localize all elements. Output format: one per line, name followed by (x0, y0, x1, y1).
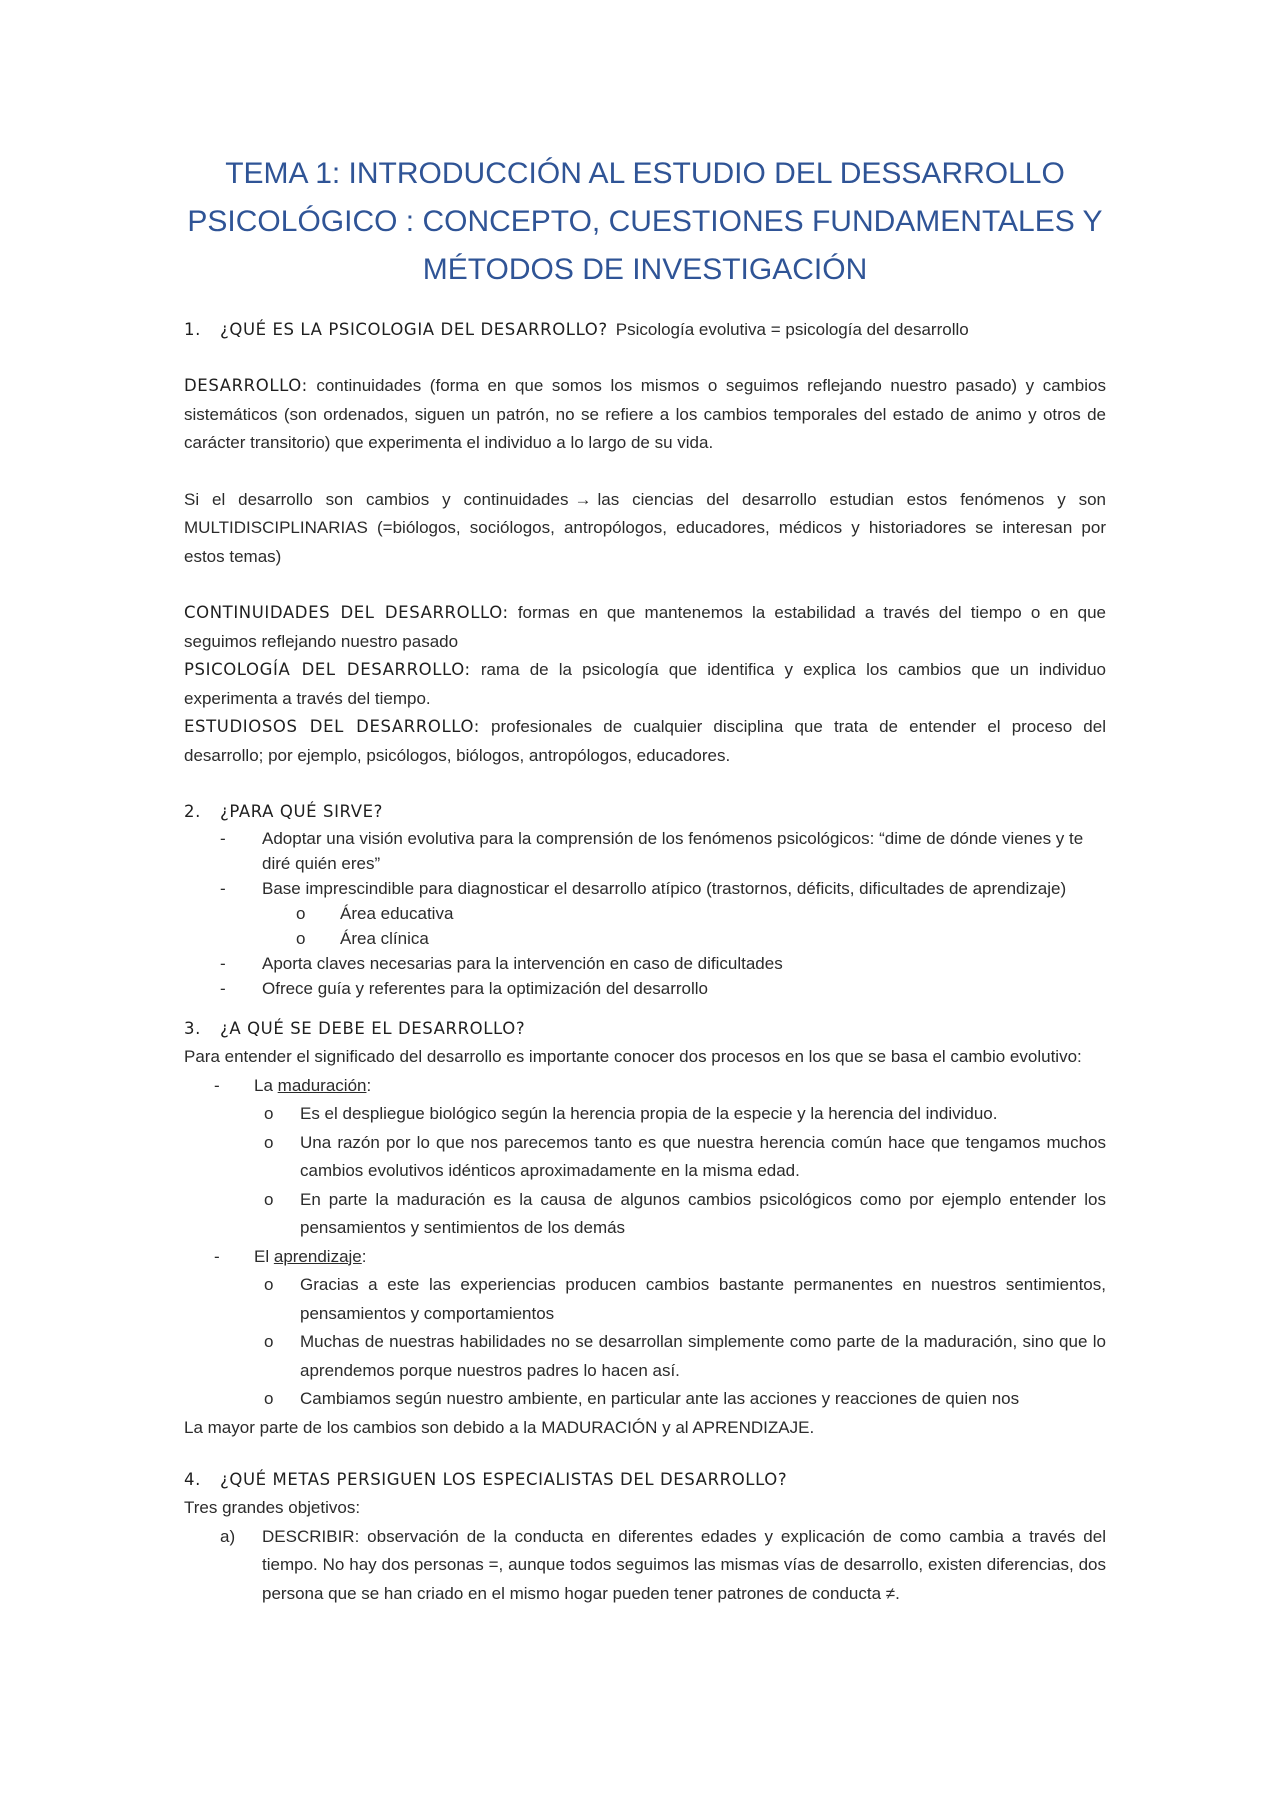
sub-list-item (184, 901, 1106, 926)
sub-list-item (184, 1129, 1106, 1186)
desarrollo-definition (184, 372, 1106, 458)
sub-item-text: Área educativa (340, 904, 454, 923)
list-item-text: DESCRIBIR: observación de la conducta en diferentes edades y explicación de como cambia a través del tiempo. No hay dos personas =, aunque todos seguimos las mismas vías de desarrollo, existen diferencias, dos persona que se han criado en el mismo hogar pueden tener patrones de conducta ≠. (262, 1526, 1106, 1603)
circle-marker: o (264, 1389, 274, 1408)
circle-marker: o (264, 1189, 274, 1209)
sub-list-item (184, 926, 1106, 951)
section-3-conclusion: La mayor parte de los cambios son debido a la MADURACIÓN y al APRENDIZAJE. (184, 1417, 815, 1437)
section-4-intro: Tres grandes objetivos: (184, 1498, 361, 1517)
sub-list-item (184, 1186, 1106, 1243)
list-item (184, 951, 1106, 976)
circle-marker: o (264, 1275, 274, 1294)
dash-marker: - (214, 1075, 220, 1095)
section-2-heading (184, 798, 1106, 826)
page-title (184, 150, 1106, 294)
list-item-text: Ofrece guía y referentes para la optimización del desarrollo (262, 979, 709, 998)
definition-text: profesionales de cualquier disciplina que trata de entender el proceso del desarrollo; por ejemplo, psicólogos, biólogos, antropólogos, educadores. (184, 717, 1106, 765)
sub-list-item (184, 1328, 1106, 1385)
multi-text-b: las ciencias del desarrollo estudian estos fenómenos y son MULTIDISCIPLINARIAS (=biólogos, sociólogos, antropólogos, educadores, médicos y historiadores se interesan por estos temas) (184, 489, 1106, 566)
dash-marker: - (220, 879, 226, 898)
sub-item-text: En parte la maduración es la causa de algunos cambios psicológicos como por ejemplo entender los pensamientos y sentimientos de los demás (300, 1189, 1106, 1237)
dash-marker: - (214, 1246, 220, 1266)
sub-item-text: Una razón por lo que nos parecemos tanto es que nuestra herencia común hace que tengamos muchos cambios evolutivos idénticos aproximadamente en la misma edad. (300, 1132, 1106, 1180)
section-4-number: 4. (184, 1470, 201, 1489)
section-1-title: ¿QUÉ ES LA PSICOLOGIA DEL DESARROLLO? (220, 320, 608, 339)
right-arrow-icon: → (574, 489, 592, 509)
alpha-marker: a) (220, 1526, 236, 1546)
aprendizaje-label: El aprendizaje: (254, 1246, 367, 1266)
sub-item-text: Es el despliegue biológico según la herencia propia de la especie y la herencia del individuo. (300, 1104, 998, 1123)
aprendizaje-word: aprendizaje (273, 1246, 362, 1266)
dash-marker: - (220, 954, 226, 973)
dash-marker: - (220, 829, 226, 848)
definition-term: CONTINUIDADES DEL DESARROLLO: (184, 603, 509, 622)
list-item-aprendizaje (184, 1243, 1106, 1272)
definition-continuidades (184, 599, 1106, 656)
title-line-1: TEMA 1: INTRODUCCIÓN AL ESTUDIO DEL DESSARROLLO (225, 157, 1065, 190)
definition-term: PSICOLOGÍA DEL DESARROLLO: (184, 660, 471, 679)
sub-item-text: Muchas de nuestras habilidades no se desarrollan simplemente como parte de la maduración, sino que lo aprendemos porque nuestros padres lo hacen así. (300, 1332, 1106, 1380)
section-3-intro: Para entender el significado del desarrollo es importante conocer dos procesos en los que se basa el cambio evolutivo: (184, 1047, 1082, 1066)
list-item-describir (184, 1523, 1106, 1609)
definition-estudiosos (184, 713, 1106, 770)
sub-item-text: Gracias a este las experiencias producen cambios bastante permanentes en nuestros sentimientos, pensamientos y comportamientos (300, 1275, 1106, 1323)
section-4-list (184, 1523, 1106, 1609)
section-1-heading (184, 316, 1106, 344)
section-3-heading (184, 1015, 1106, 1043)
list-item-text: Base imprescindible para diagnosticar el desarrollo atípico (trastornos, déficits, dificultades de aprendizaje) (262, 879, 1067, 898)
multidisciplinary-paragraph (184, 486, 1106, 572)
section-1-number: 1. (184, 320, 201, 339)
circle-marker: o (296, 904, 306, 923)
desarrollo-text: continuidades (forma en que somos los mismos o seguimos reflejando nuestro pasado) y cambios sistemáticos (son ordenados, siguen un patrón, no se refiere a los cambios temporales del estado de animo y otros de carácter transitorio) que experimenta el individuo a lo largo de su vida. (184, 376, 1106, 452)
maduracion-word: maduración (277, 1075, 367, 1095)
list-item-text: Adoptar una visión evolutiva para la comprensión de los fenómenos psicológicos: “dime de dónde vienes y te diré quién eres” (262, 829, 1084, 873)
sub-list-item (184, 1271, 1106, 1328)
section-1-trail: Psicología evolutiva = psicología del desarrollo (615, 320, 969, 339)
list-item (184, 876, 1106, 901)
list-item-text: Aporta claves necesarias para la intervención en caso de dificultades (262, 954, 783, 973)
sub-list-item (184, 1385, 1106, 1414)
document-body (184, 150, 1106, 1608)
desarrollo-term: DESARROLLO: (184, 376, 308, 395)
multi-text-a: Si el desarrollo son cambios y continuidades (184, 489, 569, 509)
list-item-maduracion (184, 1072, 1106, 1101)
title-line-3: MÉTODOS DE INVESTIGACIÓN (422, 253, 868, 286)
list-item (184, 976, 1106, 1001)
maduracion-label: La maduración: (254, 1075, 372, 1095)
title-line-2: PSICOLÓGICO : CONCEPTO, CUESTIONES FUNDAMENTALES Y (187, 205, 1103, 238)
definition-term: ESTUDIOSOS DEL DESARROLLO: (184, 717, 480, 736)
sub-item-text: Área clínica (340, 929, 429, 948)
circle-marker: o (296, 929, 306, 948)
definition-text: formas en que mantenemos la estabilidad a través del tiempo o en que seguimos reflejando nuestro pasado (184, 603, 1106, 651)
sub-list-item (184, 1100, 1106, 1129)
section-3-number: 3. (184, 1019, 201, 1038)
section-4-heading (184, 1466, 1106, 1494)
dash-marker: - (220, 979, 226, 998)
section-3-list (184, 1072, 1106, 1414)
section-2-number: 2. (184, 802, 201, 821)
sub-item-text: Cambiamos según nuestro ambiente, en particular ante las acciones y reacciones de quien nos (300, 1389, 1020, 1408)
circle-marker: o (264, 1332, 274, 1351)
circle-marker: o (264, 1132, 274, 1152)
section-3-title: ¿A QUÉ SE DEBE EL DESARROLLO? (220, 1019, 526, 1038)
section-4-title: ¿QUÉ METAS PERSIGUEN LOS ESPECIALISTAS DEL DESARROLLO? (220, 1470, 788, 1489)
definition-text: rama de la psicología que identifica y explica los cambios que un individuo experimenta a través del tiempo. (184, 660, 1106, 708)
list-item (184, 826, 1106, 876)
circle-marker: o (264, 1104, 274, 1123)
sub-list (184, 901, 1106, 951)
definition-psicologia (184, 656, 1106, 713)
section-2-list (184, 826, 1106, 1001)
section-2-title: ¿PARA QUÉ SIRVE? (220, 802, 383, 821)
